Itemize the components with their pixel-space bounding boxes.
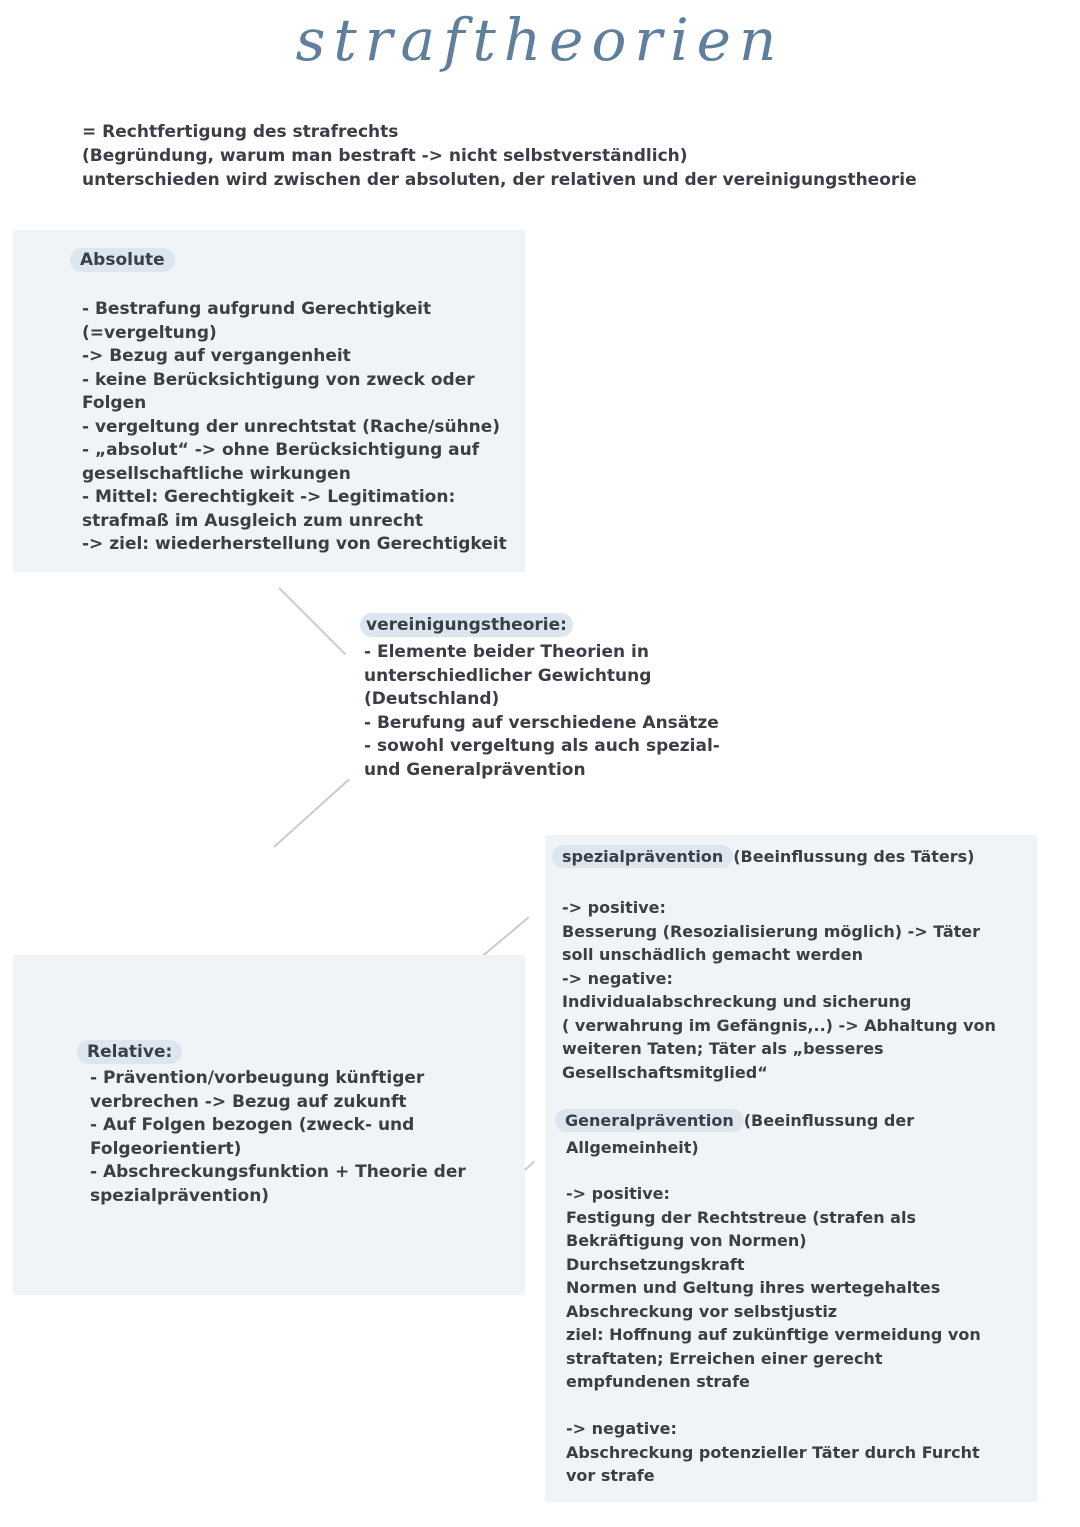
list-item: - keine Berücksichtigung von zweck oder [82, 369, 475, 390]
relative-heading-wrap [77, 1040, 182, 1064]
list-item: ( verwahrung im Gefängnis,..) -> Abhaltung von [562, 1015, 996, 1035]
list-item: empfundenen strafe [566, 1372, 750, 1391]
list-item: Individualabschreckung und sicherung [562, 992, 912, 1011]
list-item: vor strafe [566, 1466, 655, 1485]
intro-text [82, 120, 1042, 192]
list-item: Besserung (Resozialisierung möglich) -> Täter [562, 921, 981, 941]
list-item: - Auf Folgen bezogen (zweck- und [90, 1115, 415, 1135]
spezial-heading-note: (Beeinflussung des Täters) [733, 847, 975, 866]
vereinigung-heading: vereinigungstheorie: [360, 613, 573, 637]
list-item: -> Bezug auf vergangenheit [82, 346, 351, 366]
list-item: - Elemente beider Theorien in [364, 642, 649, 662]
spezial-heading: spezialprävention [552, 845, 733, 868]
list-item: - Prävention/vorbeugung künftiger [90, 1068, 425, 1088]
list-item: gesellschaftliche wirkungen [82, 463, 351, 484]
list-item: - „absolut“ -> ohne Berücksichtigung auf [82, 440, 480, 460]
absolute-heading: Absolute [70, 248, 175, 272]
list-item: -> ziel: wiederherstellung von Gerechtigkeit [82, 534, 507, 554]
absolute-list [82, 298, 507, 557]
list-item: strafmaß im Ausgleich zum unrecht [82, 510, 424, 531]
list-item: Bekräftigung von Normen) [566, 1231, 807, 1250]
list-item: (Deutschland) [364, 689, 500, 709]
list-item: verbrechen -> Bezug auf zukunft [90, 1091, 407, 1112]
list-item: Folgen [82, 393, 147, 413]
list-item: Durchsetzungskraft [566, 1254, 745, 1274]
list-item: - Mittel: Gerechtigkeit -> Legitimation: [82, 487, 456, 507]
list-item: soll unschädlich gemacht werden [562, 945, 863, 964]
intro-line: unterschieden wird zwischen der absoluten, der relativen und der vereinigungstheorie [82, 170, 917, 190]
intro-line: (Begründung, warum man bestraft -> nicht selbstverständlich) [82, 146, 688, 166]
list-item: - vergeltung der unrechtstat (Rache/sühne) [82, 416, 501, 437]
vereinigung-list [364, 641, 720, 782]
list-item: Normen und Geltung ihres wertegehaltes [566, 1278, 941, 1297]
list-item: -> positive: [562, 898, 666, 917]
list-item: (=vergeltung) [82, 322, 217, 343]
list-item: Folgeorientiert) [90, 1138, 242, 1159]
list-item: - Berufung auf verschiedene Ansätze [364, 712, 719, 733]
vereinigung-heading-wrap [360, 613, 573, 637]
general-heading-note-2: Allgemeinheit) [566, 1138, 699, 1157]
list-item: -> negative: [566, 1419, 677, 1438]
list-item: unterschiedlicher Gewichtung [364, 665, 652, 686]
list-item: ziel: Hoffnung auf zukünftige vermeidung von [566, 1325, 981, 1344]
general-heading-note: (Beeinflussung der [743, 1111, 915, 1130]
list-item: -> negative: [562, 968, 673, 988]
absolute-heading-wrap [70, 248, 175, 272]
relative-heading: Relative: [77, 1040, 182, 1064]
general-heading-row [555, 1109, 914, 1133]
list-item: Festigung der Rechtstreue (strafen als [566, 1207, 916, 1227]
list-item: spezialprävention) [90, 1185, 270, 1206]
general-list [566, 1182, 981, 1488]
list-item: Abschreckung vor selbstjustiz [566, 1301, 838, 1321]
connector-line [278, 587, 346, 655]
relative-list [90, 1067, 466, 1208]
list-item: und Generalprävention [364, 759, 586, 780]
list-item: straftaten; Erreichen einer gerecht [566, 1348, 883, 1368]
list-item: - sowohl vergeltung als auch spezial- [364, 736, 720, 756]
list-item: -> positive: [566, 1184, 670, 1203]
list-item: - Abschreckungsfunktion + Theorie der [90, 1162, 466, 1182]
general-heading: Generalprävention [555, 1109, 744, 1132]
list-item: - Bestrafung aufgrund Gerechtigkeit [82, 299, 432, 319]
list-item: Gesellschaftsmitglied“ [562, 1062, 768, 1082]
list-item: Abschreckung potenzieller Täter durch Furcht [566, 1442, 980, 1462]
spezial-list [562, 896, 996, 1084]
list-item [566, 1394, 981, 1418]
page-title: straftheorien [295, 6, 785, 74]
intro-line: = Rechtfertigung des strafrechts [82, 122, 399, 142]
connector-line [273, 779, 349, 848]
list-item: weiteren Taten; Täter als „besseres [562, 1039, 884, 1058]
spezial-heading-row [552, 845, 974, 869]
